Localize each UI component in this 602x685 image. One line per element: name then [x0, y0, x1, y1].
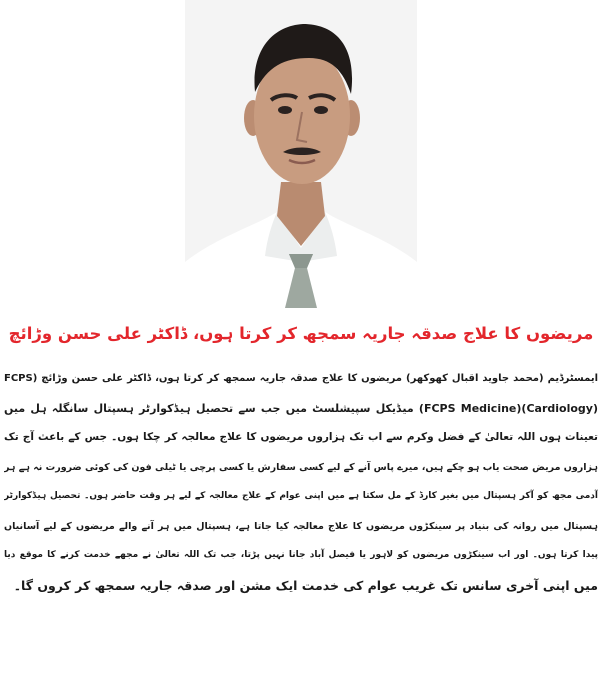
- article-line: تعینات ہوں اللہ تعالیٰ کے فضل وکرم سے اب تک ہزاروں مریضوں کا علاج معالجہ کر چکا ہوں۔ جس کے باعث آج تک: [4, 431, 598, 443]
- doctor-portrait-photo: [185, 0, 417, 308]
- article-line: ایمسٹرڈیم (محمد جاوید اقبال کھوکھر) مریضوں کا علاج صدقہ جاریہ سمجھ کر کرتا ہوں، ڈاکٹر علی حسن وڑائچ (FCPS: [4, 373, 598, 384]
- article-line: آدمی مجھ کو آکر ہسپتال میں بغیر کارڈ کے مل سکتا ہے میں اپنی عوام کے علاج معالجہ کے لیے ہر وقت حاضر ہوں۔ تحصیل ہیڈکوارٹر: [4, 491, 598, 501]
- article-body: [4, 364, 598, 600]
- portrait-illustration: [185, 0, 417, 308]
- article-line: (Cardiology)(FCPS Medicine) میڈیکل سپیشلسٹ میں جب سے تحصیل ہیڈکوارٹر ہسپتال سانگلہ ہل میں: [4, 401, 598, 415]
- article-line: پیدا کرتا ہوں۔ اور اب سینکڑوں مریضوں کو لاہور یا فیصل آباد جانا نہیں پڑتا، جب تک اللہ تعالیٰ نے مجھے خدمت کرنے کا موقع دیا: [4, 550, 598, 560]
- article-headline: مریضوں کا علاج صدقہ جاریہ سمجھ کر کرتا ہوں، ڈاکٹر علی حسن وڑائچ: [8, 324, 594, 343]
- right-eye: [314, 106, 328, 114]
- article-line: ہسپتال میں روانہ کی بنیاد پر سینکڑوں مریضوں کا علاج معالجہ کیا جاتا ہے، ہسپتال میں ہر آنے والے مریضوں کے لیے آسانیاں: [4, 520, 598, 532]
- left-eye: [278, 106, 292, 114]
- article-line: میں اپنی آخری سانس تک غریب عوام کی خدمت ایک مشن اور صدقہ جاریہ سمجھ کر کروں گا۔: [13, 577, 598, 593]
- article-line: ہزاروں مریض صحت یاب ہو چکے ہیں، میرے پاس آنے کے لیے کسی سفارش یا کسی پرچی یا ٹیلی فون کی کوئی ضرورت نہ ہے ہر: [4, 461, 598, 473]
